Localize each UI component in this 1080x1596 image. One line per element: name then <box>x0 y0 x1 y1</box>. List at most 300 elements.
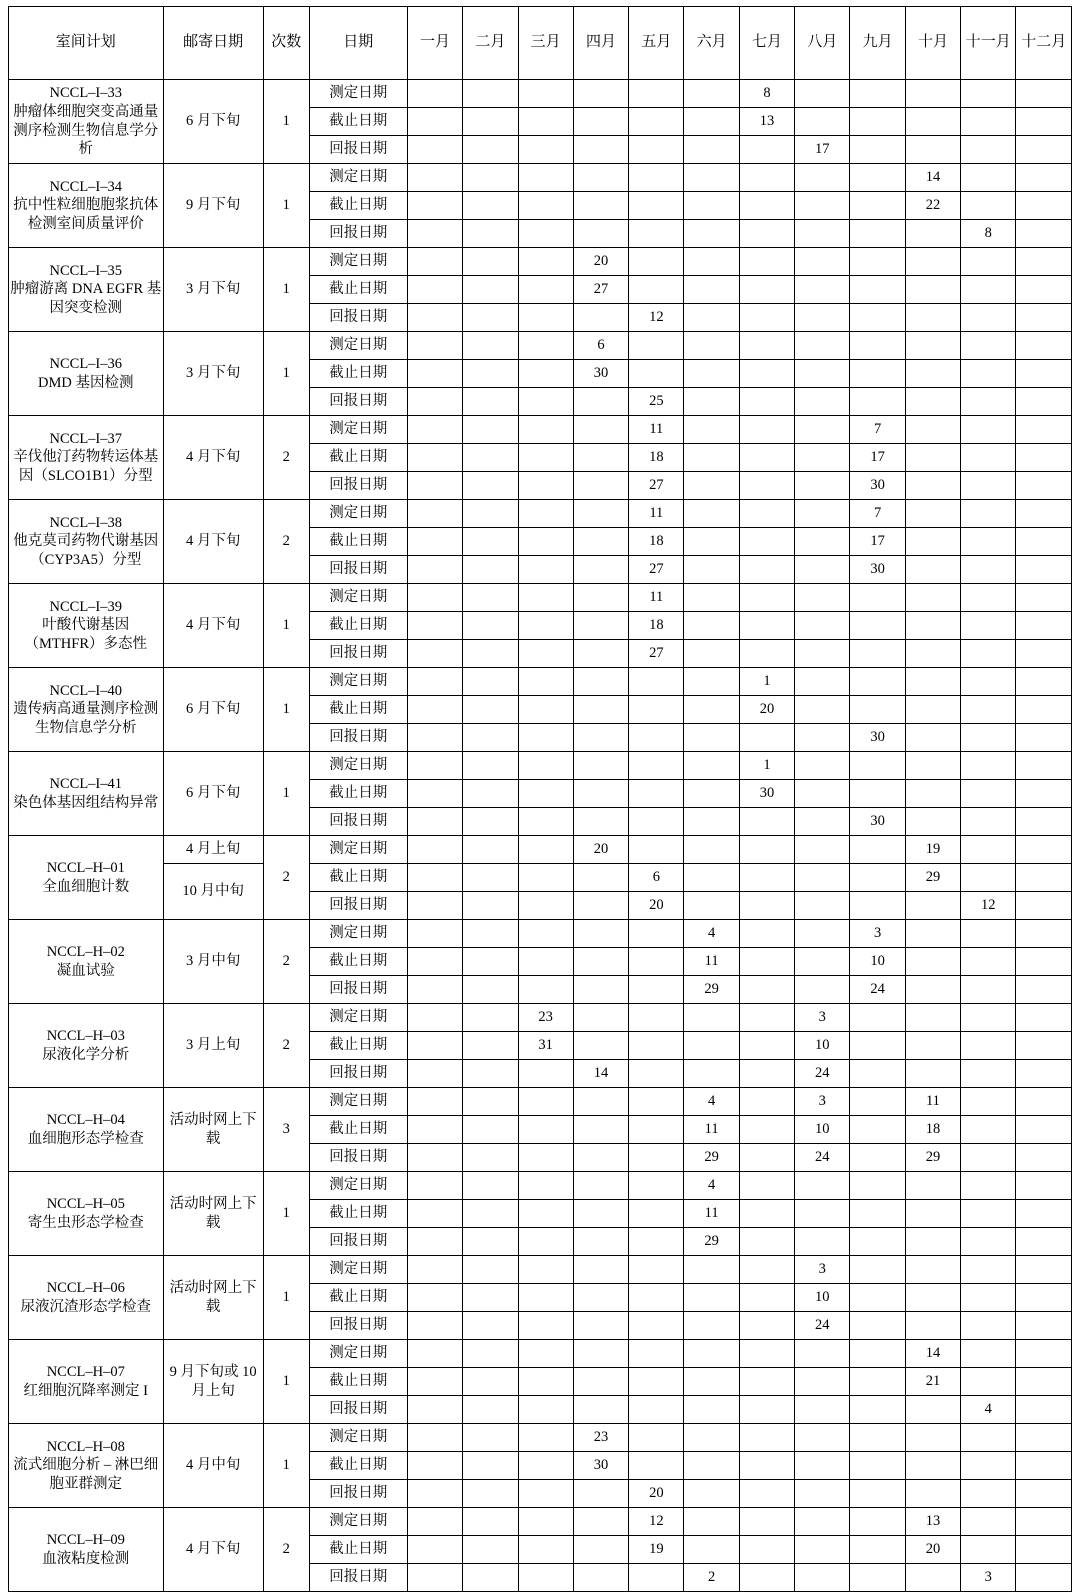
date-type-label: 测定日期 <box>309 920 407 948</box>
date-type-label: 测定日期 <box>309 1088 407 1116</box>
table-row <box>9 584 1072 612</box>
month-value-cell <box>573 528 628 556</box>
month-value-cell <box>463 80 518 108</box>
month-value-cell: 30 <box>850 556 905 584</box>
mail-date-cell-secondary: 10 月中旬 <box>163 864 263 920</box>
month-value-cell <box>629 276 684 304</box>
month-value-cell <box>1016 864 1072 892</box>
mail-date-cell: 6 月下旬 <box>163 80 263 164</box>
month-value-cell <box>518 752 573 780</box>
table-row <box>9 1424 1072 1452</box>
month-value-cell <box>961 1200 1016 1228</box>
times-cell: 1 <box>263 1424 309 1508</box>
month-value-cell <box>518 80 573 108</box>
month-value-cell <box>961 1032 1016 1060</box>
month-value-cell <box>739 192 794 220</box>
month-value-cell <box>518 304 573 332</box>
month-value-cell <box>1016 1060 1072 1088</box>
month-value-cell <box>795 752 850 780</box>
month-value-cell: 3 <box>795 1256 850 1284</box>
month-value-cell <box>463 472 518 500</box>
month-value-cell <box>463 1340 518 1368</box>
month-value-cell <box>739 1004 794 1032</box>
month-value-cell <box>463 1004 518 1032</box>
month-value-cell <box>961 1172 1016 1200</box>
month-value-cell: 18 <box>629 528 684 556</box>
month-value-cell <box>739 1452 794 1480</box>
month-value-cell: 20 <box>573 248 628 276</box>
month-value-cell <box>795 80 850 108</box>
date-type-label: 测定日期 <box>309 80 407 108</box>
month-value-cell <box>684 192 739 220</box>
mail-date-cell: 4 月下旬 <box>163 500 263 584</box>
month-value-cell <box>795 304 850 332</box>
month-value-cell: 4 <box>961 1396 1016 1424</box>
month-value-cell <box>573 444 628 472</box>
month-value-cell <box>573 612 628 640</box>
date-type-label: 回报日期 <box>309 1312 407 1340</box>
month-value-cell <box>850 108 905 136</box>
month-value-cell <box>629 780 684 808</box>
month-value-cell <box>739 808 794 836</box>
month-value-cell <box>573 220 628 248</box>
month-value-cell <box>629 360 684 388</box>
month-value-cell <box>795 836 850 864</box>
month-value-cell <box>407 668 462 696</box>
month-value-cell <box>463 388 518 416</box>
month-value-cell <box>795 556 850 584</box>
month-value-cell <box>739 556 794 584</box>
month-value-cell <box>1016 1228 1072 1256</box>
month-value-cell: 7 <box>850 500 905 528</box>
month-value-cell <box>407 836 462 864</box>
month-value-cell <box>795 864 850 892</box>
month-value-cell <box>850 1032 905 1060</box>
month-value-cell <box>684 444 739 472</box>
month-value-cell <box>463 276 518 304</box>
month-value-cell <box>573 808 628 836</box>
month-value-cell <box>684 220 739 248</box>
month-value-cell <box>961 1340 1016 1368</box>
month-value-cell <box>463 1536 518 1564</box>
plan-name-cell: NCCL–H–09 血液粘度检测 <box>9 1508 164 1592</box>
month-value-cell <box>463 920 518 948</box>
month-value-cell <box>573 108 628 136</box>
date-type-label: 回报日期 <box>309 1480 407 1508</box>
month-value-cell <box>518 1508 573 1536</box>
month-value-cell <box>407 1116 462 1144</box>
month-value-cell <box>407 1508 462 1536</box>
month-value-cell <box>961 1228 1016 1256</box>
date-type-label: 截止日期 <box>309 444 407 472</box>
month-value-cell <box>1016 1116 1072 1144</box>
month-value-cell <box>573 1368 628 1396</box>
month-value-cell <box>518 276 573 304</box>
month-value-cell <box>1016 1564 1072 1592</box>
date-type-label: 截止日期 <box>309 360 407 388</box>
times-cell: 2 <box>263 500 309 584</box>
month-value-cell <box>1016 1424 1072 1452</box>
month-value-cell <box>407 696 462 724</box>
month-value-cell <box>739 1536 794 1564</box>
month-value-cell <box>407 416 462 444</box>
month-value-cell <box>1016 108 1072 136</box>
month-value-cell <box>463 584 518 612</box>
month-value-cell: 23 <box>573 1424 628 1452</box>
month-value-cell <box>905 668 960 696</box>
times-cell: 2 <box>263 1508 309 1592</box>
month-value-cell <box>739 612 794 640</box>
month-value-cell <box>684 1284 739 1312</box>
month-value-cell <box>850 1256 905 1284</box>
month-value-cell <box>629 1004 684 1032</box>
month-value-cell <box>1016 360 1072 388</box>
header-plan: 室间计划 <box>9 7 164 80</box>
month-value-cell <box>850 780 905 808</box>
header-month-5: 五月 <box>629 7 684 80</box>
month-value-cell <box>739 1032 794 1060</box>
month-value-cell <box>850 584 905 612</box>
month-value-cell <box>629 1088 684 1116</box>
month-value-cell: 27 <box>629 556 684 584</box>
month-value-cell <box>684 640 739 668</box>
header-month-4: 四月 <box>573 7 628 80</box>
header-month-8: 八月 <box>795 7 850 80</box>
month-value-cell <box>850 1144 905 1172</box>
month-value-cell <box>407 1564 462 1592</box>
month-value-cell <box>518 192 573 220</box>
month-value-cell <box>850 136 905 164</box>
month-value-cell: 27 <box>573 276 628 304</box>
month-value-cell <box>961 976 1016 1004</box>
month-value-cell: 3 <box>795 1004 850 1032</box>
month-value-cell <box>629 220 684 248</box>
month-value-cell: 18 <box>905 1116 960 1144</box>
month-value-cell <box>961 556 1016 584</box>
month-value-cell <box>795 388 850 416</box>
month-value-cell <box>961 1004 1016 1032</box>
month-value-cell <box>463 724 518 752</box>
month-value-cell: 3 <box>795 1088 850 1116</box>
month-value-cell <box>573 1088 628 1116</box>
date-type-label: 回报日期 <box>309 472 407 500</box>
month-value-cell <box>1016 80 1072 108</box>
month-value-cell <box>905 108 960 136</box>
month-value-cell: 20 <box>629 1480 684 1508</box>
month-value-cell <box>1016 696 1072 724</box>
month-value-cell: 11 <box>629 416 684 444</box>
month-value-cell <box>1016 1536 1072 1564</box>
table-row <box>9 1508 1072 1536</box>
month-value-cell <box>407 1256 462 1284</box>
plan-name-cell: NCCL–H–03 尿液化学分析 <box>9 1004 164 1088</box>
month-value-cell: 19 <box>905 836 960 864</box>
month-value-cell <box>629 808 684 836</box>
month-value-cell <box>463 192 518 220</box>
month-value-cell <box>629 1396 684 1424</box>
times-cell: 1 <box>263 1340 309 1424</box>
month-value-cell <box>463 136 518 164</box>
month-value-cell <box>739 1480 794 1508</box>
month-value-cell <box>573 1116 628 1144</box>
month-value-cell: 11 <box>684 948 739 976</box>
month-value-cell: 20 <box>573 836 628 864</box>
month-value-cell <box>407 1088 462 1116</box>
month-value-cell <box>1016 584 1072 612</box>
month-value-cell <box>850 220 905 248</box>
month-value-cell <box>961 724 1016 752</box>
month-value-cell <box>795 780 850 808</box>
month-value-cell <box>518 332 573 360</box>
month-value-cell: 11 <box>905 1088 960 1116</box>
date-type-label: 回报日期 <box>309 304 407 332</box>
month-value-cell <box>573 920 628 948</box>
month-value-cell <box>1016 1004 1072 1032</box>
month-value-cell <box>684 528 739 556</box>
month-value-cell <box>518 1480 573 1508</box>
month-value-cell <box>1016 444 1072 472</box>
plan-name-cell: NCCL–H–08 流式细胞分析 – 淋巴细胞亚群测定 <box>9 1424 164 1508</box>
times-cell: 1 <box>263 80 309 164</box>
month-value-cell <box>463 220 518 248</box>
month-value-cell <box>629 1116 684 1144</box>
table-row <box>9 332 1072 360</box>
month-value-cell <box>905 304 960 332</box>
month-value-cell: 20 <box>629 892 684 920</box>
month-value-cell <box>463 1564 518 1592</box>
month-value-cell <box>463 108 518 136</box>
month-value-cell <box>850 1424 905 1452</box>
month-value-cell <box>573 1256 628 1284</box>
month-value-cell <box>795 220 850 248</box>
month-value-cell <box>1016 724 1072 752</box>
month-value-cell <box>684 836 739 864</box>
header-month-12: 十二月 <box>1016 7 1072 80</box>
times-cell: 1 <box>263 164 309 248</box>
month-value-cell <box>739 584 794 612</box>
month-value-cell: 12 <box>961 892 1016 920</box>
month-value-cell <box>684 248 739 276</box>
month-value-cell <box>684 360 739 388</box>
month-value-cell <box>463 1144 518 1172</box>
mail-date-cell: 活动时网上下载 <box>163 1172 263 1256</box>
table-row <box>9 668 1072 696</box>
table-header <box>9 7 1072 80</box>
month-value-cell <box>1016 1144 1072 1172</box>
month-value-cell <box>518 808 573 836</box>
month-value-cell: 6 <box>573 332 628 360</box>
month-value-cell <box>573 1200 628 1228</box>
month-value-cell: 29 <box>905 1144 960 1172</box>
month-value-cell <box>573 976 628 1004</box>
month-value-cell <box>961 1536 1016 1564</box>
month-value-cell <box>407 1396 462 1424</box>
month-value-cell <box>961 192 1016 220</box>
month-value-cell <box>1016 528 1072 556</box>
month-value-cell <box>463 1284 518 1312</box>
month-value-cell <box>407 1480 462 1508</box>
month-value-cell <box>518 1088 573 1116</box>
month-value-cell <box>407 248 462 276</box>
times-cell: 1 <box>263 584 309 668</box>
mail-date-cell: 4 月中旬 <box>163 1424 263 1508</box>
month-value-cell <box>684 472 739 500</box>
month-value-cell <box>1016 976 1072 1004</box>
month-value-cell <box>905 612 960 640</box>
month-value-cell <box>1016 1256 1072 1284</box>
month-value-cell <box>573 752 628 780</box>
month-value-cell <box>795 416 850 444</box>
month-value-cell <box>850 892 905 920</box>
month-value-cell <box>629 1452 684 1480</box>
date-type-label: 回报日期 <box>309 388 407 416</box>
month-value-cell <box>850 332 905 360</box>
month-value-cell <box>961 444 1016 472</box>
plan-name-cell: NCCL–H–07 红细胞沉降率测定 I <box>9 1340 164 1424</box>
month-value-cell <box>463 836 518 864</box>
month-value-cell <box>573 1172 628 1200</box>
month-value-cell <box>463 808 518 836</box>
month-value-cell <box>684 1452 739 1480</box>
month-value-cell <box>518 164 573 192</box>
month-value-cell <box>1016 1368 1072 1396</box>
month-value-cell <box>407 948 462 976</box>
month-value-cell <box>518 1116 573 1144</box>
table-row <box>9 416 1072 444</box>
month-value-cell <box>518 1452 573 1480</box>
date-type-label: 截止日期 <box>309 864 407 892</box>
month-value-cell <box>407 976 462 1004</box>
month-value-cell <box>961 108 1016 136</box>
month-value-cell <box>518 1144 573 1172</box>
month-value-cell <box>518 976 573 1004</box>
month-value-cell <box>518 640 573 668</box>
date-type-label: 测定日期 <box>309 752 407 780</box>
month-value-cell <box>573 1284 628 1312</box>
month-value-cell <box>463 304 518 332</box>
month-value-cell <box>961 1480 1016 1508</box>
date-type-label: 回报日期 <box>309 1396 407 1424</box>
month-value-cell <box>573 1312 628 1340</box>
header-month-2: 二月 <box>463 7 518 80</box>
month-value-cell <box>795 584 850 612</box>
plan-name-cell: NCCL–I–41 染色体基因组结构异常 <box>9 752 164 836</box>
header-mail-date: 邮寄日期 <box>163 7 263 80</box>
date-type-label: 截止日期 <box>309 192 407 220</box>
month-value-cell <box>407 192 462 220</box>
month-value-cell: 29 <box>684 1144 739 1172</box>
month-value-cell <box>463 416 518 444</box>
month-value-cell <box>407 1228 462 1256</box>
month-value-cell: 30 <box>850 472 905 500</box>
month-value-cell <box>463 1060 518 1088</box>
month-value-cell <box>1016 640 1072 668</box>
date-type-label: 测定日期 <box>309 1256 407 1284</box>
month-value-cell <box>961 304 1016 332</box>
month-value-cell <box>961 332 1016 360</box>
month-value-cell <box>850 1172 905 1200</box>
plan-name-cell: NCCL–I–40 遗传病高通量测序检测生物信息学分析 <box>9 668 164 752</box>
month-value-cell <box>684 1312 739 1340</box>
month-value-cell <box>629 668 684 696</box>
month-value-cell <box>961 920 1016 948</box>
month-value-cell <box>463 1032 518 1060</box>
month-value-cell <box>407 1340 462 1368</box>
month-value-cell <box>1016 136 1072 164</box>
month-value-cell <box>795 1228 850 1256</box>
month-value-cell <box>1016 836 1072 864</box>
date-type-label: 截止日期 <box>309 108 407 136</box>
month-value-cell <box>961 388 1016 416</box>
month-value-cell <box>518 388 573 416</box>
month-value-cell <box>739 1256 794 1284</box>
month-value-cell <box>463 976 518 1004</box>
header-month-10: 十月 <box>905 7 960 80</box>
month-value-cell <box>629 1424 684 1452</box>
month-value-cell <box>518 500 573 528</box>
month-value-cell <box>463 892 518 920</box>
date-type-label: 截止日期 <box>309 276 407 304</box>
table-row <box>9 836 1072 864</box>
month-value-cell: 6 <box>629 864 684 892</box>
date-type-label: 截止日期 <box>309 1452 407 1480</box>
month-value-cell <box>629 836 684 864</box>
month-value-cell <box>905 1284 960 1312</box>
month-value-cell <box>518 416 573 444</box>
month-value-cell <box>961 1060 1016 1088</box>
month-value-cell <box>795 164 850 192</box>
month-value-cell <box>684 864 739 892</box>
table-row <box>9 248 1072 276</box>
month-value-cell <box>463 1424 518 1452</box>
month-value-cell <box>573 1480 628 1508</box>
month-value-cell <box>684 1340 739 1368</box>
date-type-label: 回报日期 <box>309 1060 407 1088</box>
month-value-cell <box>1016 1508 1072 1536</box>
month-value-cell <box>573 1396 628 1424</box>
month-value-cell <box>518 1564 573 1592</box>
month-value-cell: 2 <box>684 1564 739 1592</box>
month-value-cell: 17 <box>795 136 850 164</box>
month-value-cell <box>850 696 905 724</box>
interlab-plan-table <box>8 6 1072 1592</box>
month-value-cell <box>407 444 462 472</box>
month-value-cell <box>739 248 794 276</box>
month-value-cell <box>795 724 850 752</box>
month-value-cell <box>850 668 905 696</box>
month-value-cell <box>850 1368 905 1396</box>
month-value-cell <box>850 1004 905 1032</box>
mail-date-cell: 9 月下旬 <box>163 164 263 248</box>
month-value-cell <box>739 1368 794 1396</box>
month-value-cell <box>905 500 960 528</box>
month-value-cell <box>518 1284 573 1312</box>
month-value-cell <box>1016 500 1072 528</box>
month-value-cell <box>463 1396 518 1424</box>
month-value-cell <box>684 1508 739 1536</box>
month-value-cell <box>905 80 960 108</box>
month-value-cell <box>795 612 850 640</box>
month-value-cell <box>518 1060 573 1088</box>
date-type-label: 测定日期 <box>309 668 407 696</box>
month-value-cell <box>961 80 1016 108</box>
month-value-cell <box>739 528 794 556</box>
month-value-cell <box>518 1200 573 1228</box>
month-value-cell: 12 <box>629 304 684 332</box>
month-value-cell <box>905 1452 960 1480</box>
month-value-cell <box>573 136 628 164</box>
month-value-cell <box>905 780 960 808</box>
